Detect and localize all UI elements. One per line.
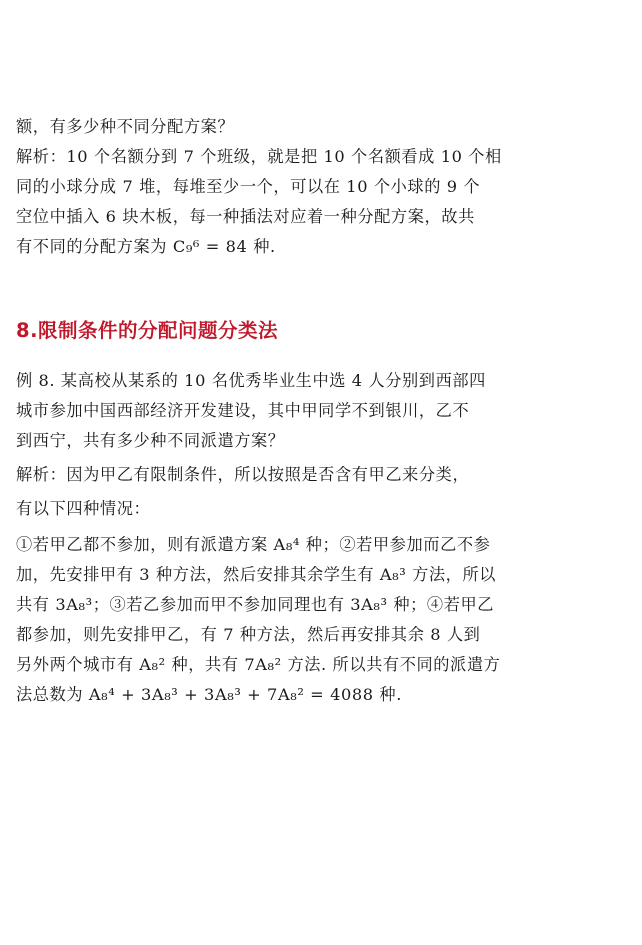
text-line: ①若甲乙都不参加，则有派遣方案 A₈⁴ 种；②若甲参加而乙不参	[16, 535, 491, 554]
example-paragraph	[16, 366, 626, 710]
text-line: 有不同的分配方案为 C₉⁶ = 84 种.	[16, 237, 276, 256]
section-heading: 8.限制条件的分配问题分类法	[16, 319, 278, 342]
text-line: 另外两个城市有 A₈² 种，共有 7A₈² 方法. 所以共有不同的派遣方	[16, 655, 501, 674]
text-line: 到西宁，共有多少种不同派遣方案？	[16, 431, 285, 450]
text-line: 例 8. 某高校从某系的 10 名优秀毕业生中选 4 人分别到西部四	[16, 371, 486, 390]
solution-paragraph	[16, 112, 626, 262]
text-line: 加，先安排甲有 3 种方法，然后安排其余学生有 A₈³ 方法，所以	[16, 565, 497, 584]
text-line: 解析：10 个名额分到 7 个班级，就是把 10 个名额看成 10 个相	[16, 147, 502, 166]
text-line: 法总数为 A₈⁴ + 3A₈³ + 3A₈³ + 7A₈² = 4088 种.	[16, 685, 402, 704]
text-line: 城市参加中国西部经济开发建设，其中甲同学不到银川，乙不	[16, 401, 470, 420]
text-line: 解析：因为甲乙有限制条件，所以按照是否含有甲乙来分类，	[16, 465, 470, 484]
text-line: 空位中插入 6 块木板，每一种插法对应着一种分配方案，故共	[16, 207, 475, 226]
text-line: 共有 3A₈³；③若乙参加而甲不参加同理也有 3A₈³ 种；④若甲乙	[16, 595, 495, 614]
text-line: 额，有多少种不同分配方案？	[16, 117, 235, 136]
text-line: 有以下四种情况：	[16, 499, 151, 518]
text-line: 都参加，则先安排甲乙，有 7 种方法，然后再安排其余 8 人到	[16, 625, 481, 644]
text-line: 同的小球分成 7 堆，每堆至少一个，可以在 10 个小球的 9 个	[16, 177, 481, 196]
